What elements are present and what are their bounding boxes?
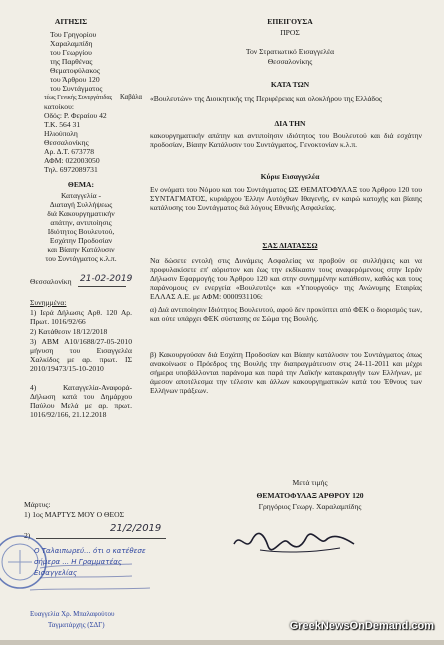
subject-line: απάτην, αντιποίησις [50,218,112,227]
against-text: «Βουλευτών» της Διοικητικής της Περιφέρειας και ολοκλήρου της Ελλάδος [150,94,382,103]
applicant-line: ΑΦΜ: 022003050 [44,156,100,165]
subject-line: Διαταγή Συλλήψεως [49,200,113,209]
applicant-line: τέως Γενικής Συνεργάτιδας [44,94,113,101]
witness-heading: Μάρτυς: [24,500,51,509]
attachment-item: 1) Ιερά Δήλωσις Αρθ. 120 Αρ. Πρωτ. 1016/92/66 [30,308,132,326]
against-heading: ΚΑΤΑ ΤΩΝ [270,80,310,89]
applicant-line: Χαραλαμπίδη [50,39,93,48]
applicant-line: της Παρθένας [50,57,93,66]
order-heading: ΣΑΣ ΔΙΑΤΑΣΣΩ [262,241,318,250]
applicant-line: του Συντάγματος [50,84,103,93]
point-a: α) Διά αντιποίησιν Ιδιότητος Βουλευτού, αφού δεν προκύπτει από ΦΕΚ ο διορισμός των, και ούτε υπάρχει ΦΕΚ σύστασης σε Σώμα της Βουλής. [150,305,423,323]
order-text: Να δώσετε εντολή στις Δυνάμεις Ασφαλείας να προβούν σε συλλήψεις και να προφυλακίσετε επ' αόριστον και έως την εκδίκασιν τους αναφερόμενους στην Ιεράν Δήλωσιν Εφαρμογής του Άρθρου 120 και στην συνημμένην κατάθεσιν, καθώς και τους παράνομους εν ενεργεία «Βουλευτές» και «Υπουργούς» της Ανώνυμης Εταιρίας ΕΛΛΑΣ Α.Ε. με ΑΦΜ: 0000931106: [150,256,422,301]
subject-line: Καταγγελία - [60,191,102,200]
subject-line: Ιδιότητος Βουλευτού, [47,227,115,236]
applicant-line: κατοίκου: [44,102,74,111]
closing-title: ΘΕΜΑΤΟΦΥΛΑΞ ΑΡΘΡΟΥ 120 [256,491,364,500]
applicant-line: Οδός: Ρ. Φεραίου 42 [44,111,107,120]
for-text: κακουργηματικήν απάτην και αντιποίησιν ιδιότητος του Βουλευτού και διά εσχάτην προδοσίαν, Βίαιην Κατάλυσιν του Συντάγματος, Γενοκτονίαν κ.λ.π. [150,131,422,149]
applicant-line: του Άρθρου 120 [50,75,100,84]
stamp-handwriting: Ο Ταλαιπωρεύ... ότι ο κατέθεσε σήμερα ... Η Γραμματέας Εισαγγελίας [34,547,146,577]
attachments-heading: Συνημμένα: [30,298,67,307]
point-b: β) Κακουργούσαν διά Εσχάτη Προδοσίαν και Βίαιην κατάλυσιν του Συντάγματος όπως ανακοίνωσε ο Πρόεδρος της Βουλής την διαπραγμάτευσιν στις 24-11-2011 και μέχρι σήμερα υποβάλλονται παράνομα και παρά την Λαϊκήν κατακραυγήν των Ελλήνων, με άμεσον αποτέλεσμα την τέλεσιν και άλλων κακουργηματικών κατά του Έθνους των Ελλήνων πράξεων. [150,350,422,395]
subject-line: Εσχάτην Προδοσίαν [49,236,113,245]
recipient: Τον Στρατιωτικό Εισαγγελέα [245,47,335,56]
for-heading: ΔΙΑ ΤΗΝ [274,119,306,128]
applicant-line: Θεματοφύλακος [50,66,100,75]
applicant-line: Τηλ. 6972089731 [44,165,98,174]
official-stamp [0,528,150,640]
applicant-line: Καβάλα [120,94,143,101]
subject-heading: ΘΕΜΑ: [67,180,95,189]
witness-line-1: 1) 1ος ΜΑΡΤΥΣ ΜΟΥ Ο ΘΕΟΣ [24,510,124,519]
date-label: Θεσσαλονίκη [30,277,72,286]
applicant-line: Θεσσαλονίκης [44,138,89,147]
witness-line-2-prefix: 2) [24,531,31,540]
closing-name: Γρηγόριος Γεωργ. Χαραλαμπίδης [258,502,362,511]
stamp-officer-name: Ευαγγελία Χρ. Μπαλαφούτου [30,610,115,618]
to-label: ΠΡΟΣ [280,28,300,37]
closing: Μετά τιμής [292,478,328,487]
intro-text: Εν ονόματι του Νόμου και του Συντάγματος ΩΣ ΘΕΜΑΤΟΦΥΛΑΞ του Άρθρου 120 του ΣΥΝΤΑΓΜΑΤΟΣ, κυριάρχου Έλλην Αυτόχθων Ιθαγενής, εν καιρώ κατοχής και βίαιης κατάλυσης του Συντάγματος διά λόγους Εθνικής Ασφαλείας. [150,185,422,212]
witness-date: 21/2/2019 [110,523,162,534]
applicant-line: Τ.Κ. 564 31 [44,120,81,129]
applicant-line: Του Γρηγορίου [50,30,97,39]
urgent-heading: ΕΠΕΙΓΟΥΣΑ [267,17,313,26]
signature-mark [230,526,360,556]
applicant-line: Αρ. Δ.Τ. 673778 [44,147,95,156]
applicant-line: του Γεωργίου [50,48,92,57]
salutation: Κύριε Εισαγγελέα [260,172,320,181]
recipient-city: Θεσσαλονίκης [267,57,313,66]
date-value: 21-02-2019 [80,274,133,284]
subject-line: διά Κακουργηματικήν [47,209,115,218]
watermark: GreekNewsOnDemand.com [289,620,434,632]
subject-line: και Βίαιην Κατάλυσιν [47,245,115,254]
attachment-item: 2) Κατάθεσιν 18/12/2018 [30,327,108,336]
left-heading: ΑΙΤΗΣΙΣ [54,17,88,26]
attachment-item: 4) Καταγγελία-Αναφορά-Δήλωση κατά του Δημάρχου Παύλου Μελά με αρ. πρωτ. 1016/92/166, 21.12.2018 [30,383,132,419]
date-underline [78,286,126,287]
attachment-item: 3) ΑΒΜ Α10/1688/27-05-2010 μήνυση του Εισαγγελέα Χαλκίδος με αρ. πρωτ. ΙΣ 2010/19473/15-10-2010 [30,337,132,373]
signature [230,526,360,556]
applicant-line: Ηλιούπολη [44,129,78,138]
subject-line: του Συντάγματος κ.λ.π. [45,254,117,263]
stamp-officer-role: Ταγματάρχης (ΣΔΓ) [48,621,105,629]
